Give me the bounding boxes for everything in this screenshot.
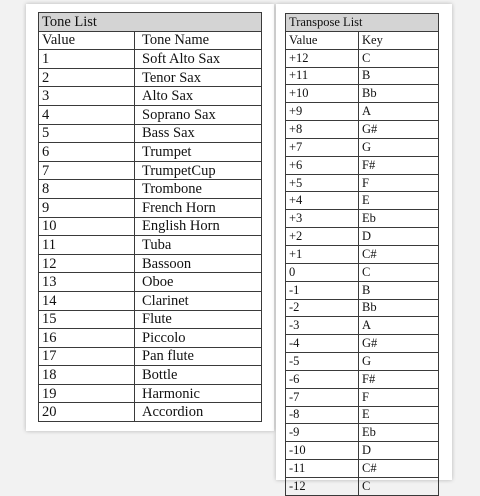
transpose-key-cell: Eb	[359, 210, 439, 228]
transpose-key-cell: A	[359, 317, 439, 335]
tone-value-cell: 18	[39, 366, 135, 385]
transpose-list-header-value: Value	[286, 31, 359, 49]
tone-name-cell: Clarinet	[135, 291, 262, 310]
transpose-list-row	[286, 281, 439, 299]
transpose-key-cell: G#	[359, 121, 439, 139]
tone-name-cell: Tuba	[135, 236, 262, 255]
tone-value-cell: 4	[39, 105, 135, 124]
tone-value-cell: 8	[39, 180, 135, 199]
transpose-list-title-row	[286, 14, 439, 32]
transpose-list-row	[286, 174, 439, 192]
transpose-key-cell: C#	[359, 245, 439, 263]
transpose-key-cell: C	[359, 263, 439, 281]
tone-value-cell: 16	[39, 329, 135, 348]
transpose-list-row	[286, 317, 439, 335]
tone-value-cell: 19	[39, 384, 135, 403]
transpose-value-cell: 0	[286, 263, 359, 281]
tone-list-row	[39, 50, 262, 69]
tone-list-row	[39, 366, 262, 385]
tone-name-cell: Bass Sax	[135, 124, 262, 143]
tone-value-cell: 5	[39, 124, 135, 143]
transpose-value-cell: +4	[286, 192, 359, 210]
tone-name-cell: Bottle	[135, 366, 262, 385]
tone-name-cell: Trombone	[135, 180, 262, 199]
transpose-list-row	[286, 49, 439, 67]
transpose-value-cell: +8	[286, 121, 359, 139]
transpose-key-cell: E	[359, 192, 439, 210]
tone-value-cell: 1	[39, 50, 135, 69]
transpose-list-row	[286, 353, 439, 371]
tone-list-header-row	[39, 31, 262, 50]
tone-list-row	[39, 403, 262, 422]
tone-list-header-tone-name: Tone Name	[135, 31, 262, 50]
tone-value-cell: 7	[39, 161, 135, 180]
transpose-value-cell: -6	[286, 370, 359, 388]
tone-list-row	[39, 347, 262, 366]
transpose-key-cell: D	[359, 442, 439, 460]
tone-name-cell: Harmonic	[135, 384, 262, 403]
transpose-value-cell: -4	[286, 335, 359, 353]
transpose-list-row	[286, 192, 439, 210]
transpose-list-table	[285, 13, 439, 496]
tone-name-cell: Tenor Sax	[135, 68, 262, 87]
transpose-value-cell: +1	[286, 245, 359, 263]
transpose-key-cell: Bb	[359, 299, 439, 317]
transpose-list-row	[286, 85, 439, 103]
tone-list-row	[39, 384, 262, 403]
tone-name-cell: Accordion	[135, 403, 262, 422]
transpose-list-row	[286, 406, 439, 424]
transpose-value-cell: -10	[286, 442, 359, 460]
transpose-list-header-key: Key	[359, 31, 439, 49]
tone-list-header-value: Value	[39, 31, 135, 50]
transpose-value-cell: +5	[286, 174, 359, 192]
tone-value-cell: 9	[39, 198, 135, 217]
tone-list-row	[39, 124, 262, 143]
transpose-list-row	[286, 121, 439, 139]
transpose-list-row	[286, 388, 439, 406]
transpose-value-cell: -1	[286, 281, 359, 299]
transpose-key-cell: G	[359, 138, 439, 156]
tone-name-cell: Pan flute	[135, 347, 262, 366]
tone-name-cell: TrumpetCup	[135, 161, 262, 180]
transpose-key-cell: Eb	[359, 424, 439, 442]
transpose-list-row	[286, 299, 439, 317]
transpose-list-row	[286, 228, 439, 246]
transpose-key-cell: G#	[359, 335, 439, 353]
tone-list-row	[39, 236, 262, 255]
tone-list-row	[39, 273, 262, 292]
transpose-value-cell: -5	[286, 353, 359, 371]
transpose-list-row	[286, 477, 439, 495]
transpose-list-row	[286, 460, 439, 478]
tone-name-cell: Trumpet	[135, 143, 262, 162]
tone-name-cell: Bassoon	[135, 254, 262, 273]
transpose-value-cell: +6	[286, 156, 359, 174]
tone-value-cell: 6	[39, 143, 135, 162]
transpose-list-row	[286, 370, 439, 388]
tone-list-row	[39, 180, 262, 199]
transpose-value-cell: +2	[286, 228, 359, 246]
tone-list-row	[39, 143, 262, 162]
transpose-list-row	[286, 442, 439, 460]
transpose-list-row	[286, 210, 439, 228]
transpose-key-cell: F#	[359, 370, 439, 388]
tone-list-title-row	[39, 13, 262, 32]
tone-list-row	[39, 87, 262, 106]
tone-value-cell: 10	[39, 217, 135, 236]
transpose-list-row	[286, 103, 439, 121]
transpose-list-row	[286, 245, 439, 263]
transpose-value-cell: +11	[286, 67, 359, 85]
transpose-key-cell: F#	[359, 156, 439, 174]
tone-name-cell: Soprano Sax	[135, 105, 262, 124]
transpose-value-cell: -3	[286, 317, 359, 335]
tone-list-row	[39, 161, 262, 180]
tone-list-row	[39, 291, 262, 310]
transpose-list-header-row	[286, 31, 439, 49]
transpose-key-cell: Bb	[359, 85, 439, 103]
transpose-value-cell: -11	[286, 460, 359, 478]
tone-list-title: Tone List	[39, 13, 262, 32]
tone-name-cell: French Horn	[135, 198, 262, 217]
transpose-key-cell: G	[359, 353, 439, 371]
tone-name-cell: Flute	[135, 310, 262, 329]
tone-value-cell: 3	[39, 87, 135, 106]
tone-list-row	[39, 105, 262, 124]
transpose-value-cell: +12	[286, 49, 359, 67]
transpose-key-cell: B	[359, 67, 439, 85]
transpose-list-body	[286, 49, 439, 495]
tone-list-row	[39, 310, 262, 329]
transpose-key-cell: C#	[359, 460, 439, 478]
tone-list-row	[39, 254, 262, 273]
transpose-list-row	[286, 335, 439, 353]
tone-name-cell: Alto Sax	[135, 87, 262, 106]
transpose-list-row	[286, 424, 439, 442]
tone-value-cell: 13	[39, 273, 135, 292]
transpose-value-cell: +3	[286, 210, 359, 228]
transpose-key-cell: F	[359, 174, 439, 192]
tone-value-cell: 20	[39, 403, 135, 422]
tone-value-cell: 11	[39, 236, 135, 255]
tone-name-cell: Oboe	[135, 273, 262, 292]
tone-value-cell: 12	[39, 254, 135, 273]
transpose-list-card	[276, 4, 452, 493]
transpose-value-cell: -12	[286, 477, 359, 495]
transpose-key-cell: B	[359, 281, 439, 299]
transpose-key-cell: A	[359, 103, 439, 121]
transpose-list-title: Transpose List	[286, 14, 439, 32]
transpose-list-row	[286, 138, 439, 156]
tone-value-cell: 14	[39, 291, 135, 310]
tone-name-cell: Soft Alto Sax	[135, 50, 262, 69]
tone-list-card	[26, 4, 274, 431]
transpose-value-cell: -2	[286, 299, 359, 317]
transpose-key-cell: C	[359, 49, 439, 67]
tone-list-row	[39, 198, 262, 217]
transpose-value-cell: +10	[286, 85, 359, 103]
transpose-key-cell: C	[359, 477, 439, 495]
tone-value-cell: 15	[39, 310, 135, 329]
transpose-list-row	[286, 263, 439, 281]
transpose-key-cell: D	[359, 228, 439, 246]
transpose-value-cell: +7	[286, 138, 359, 156]
tone-name-cell: English Horn	[135, 217, 262, 236]
transpose-list-row	[286, 156, 439, 174]
tone-list-body	[39, 50, 262, 422]
tone-name-cell: Piccolo	[135, 329, 262, 348]
transpose-value-cell: -7	[286, 388, 359, 406]
transpose-key-cell: E	[359, 406, 439, 424]
tone-list-row	[39, 329, 262, 348]
tone-list-table	[38, 12, 262, 422]
transpose-value-cell: +9	[286, 103, 359, 121]
transpose-value-cell: -9	[286, 424, 359, 442]
transpose-value-cell: -8	[286, 406, 359, 424]
tone-value-cell: 2	[39, 68, 135, 87]
transpose-list-row	[286, 67, 439, 85]
tone-list-row	[39, 217, 262, 236]
transpose-key-cell: F	[359, 388, 439, 406]
tone-value-cell: 17	[39, 347, 135, 366]
tone-list-row	[39, 68, 262, 87]
